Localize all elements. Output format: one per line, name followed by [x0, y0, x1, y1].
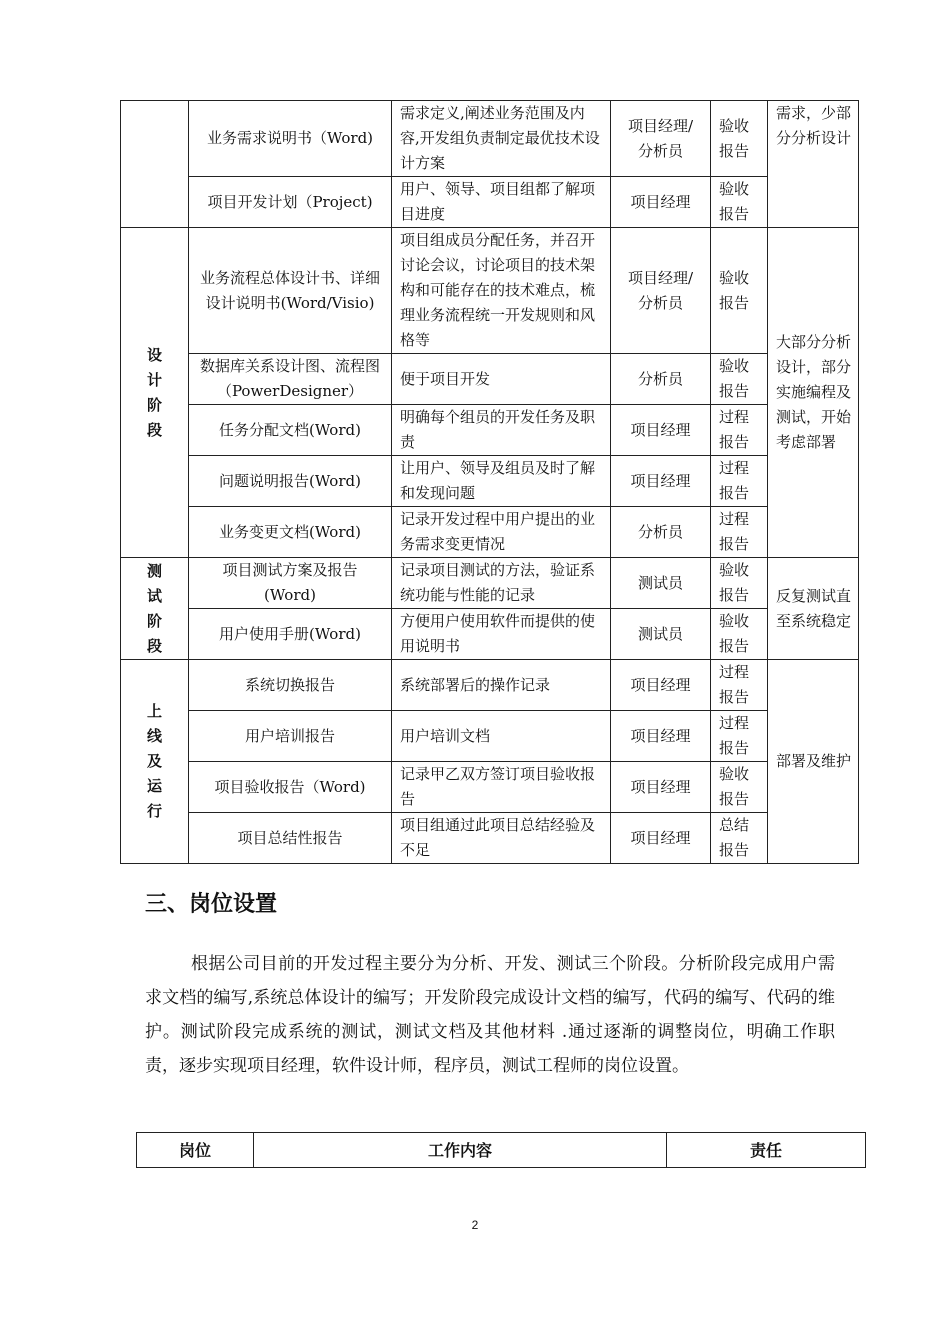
section-paragraph: 根据公司目前的开发过程主要分为分析、开发、测试三个阶段。分析阶段完成用户需求文档的编写,系统总体设计的编写；开发阶段完成设计文档的编写，代码的编写、代码的维护。测试阶段完成系统的测试，测试文档及其他材料 .通过逐渐的调整岗位，明确工作职责，逐步实现项目经理，软件设计师，程序员，测试工程师的岗位设置。	[145, 954, 835, 1076]
doc-name-cell: 问题说明报告(Word)	[189, 456, 392, 507]
output-cell: 验收报告	[711, 177, 768, 228]
output-cell: 验收报告	[711, 354, 768, 405]
doc-name-cell: 业务变更文档(Word)	[189, 507, 392, 558]
table-row	[121, 609, 859, 660]
role-cell: 项目经理	[611, 813, 711, 864]
table-row	[121, 558, 859, 609]
stage-cell-requirements	[121, 101, 189, 228]
stage-cell-design	[121, 228, 189, 558]
doc-description-cell: 项目组通过此项目总结经验及不足	[392, 813, 611, 864]
doc-name-cell: 业务需求说明书（Word)	[189, 101, 392, 177]
doc-name-cell: 数据库关系设计图、流程图（PowerDesigner）	[189, 354, 392, 405]
doc-description-cell: 系统部署后的操作记录	[392, 660, 611, 711]
stage-cell-test	[121, 558, 189, 660]
doc-name-cell: 系统切换报告	[189, 660, 392, 711]
doc-name-cell: 用户培训报告	[189, 711, 392, 762]
output-cell: 过程报告	[711, 660, 768, 711]
table-row	[121, 405, 859, 456]
table-row	[121, 711, 859, 762]
doc-name-cell: 业务流程总体设计书、详细设计说明书(Word/Visio)	[189, 228, 392, 354]
position-table	[136, 1132, 866, 1168]
role-text: 项目经理/分析员	[627, 268, 694, 312]
table-row	[121, 101, 859, 177]
role-cell	[611, 101, 711, 177]
output-cell: 过程报告	[711, 405, 768, 456]
output-cell: 验收报告	[711, 558, 768, 609]
output-cell: 验收报告	[711, 228, 768, 354]
output-cell: 过程报告	[711, 711, 768, 762]
role-cell: 分析员	[611, 354, 711, 405]
role-cell: 测试员	[611, 558, 711, 609]
output-cell: 过程报告	[711, 456, 768, 507]
doc-description-cell: 记录项目测试的方法，验证系统功能与性能的记录	[392, 558, 611, 609]
table-row	[121, 177, 859, 228]
doc-description-cell: 记录开发过程中用户提出的业务需求变更情况	[392, 507, 611, 558]
stage-label-test: 测试阶段	[146, 561, 162, 655]
role-cell: 分析员	[611, 507, 711, 558]
output-cell: 过程报告	[711, 507, 768, 558]
doc-name-cell: 任务分配文档(Word)	[189, 405, 392, 456]
table-header-row	[137, 1133, 866, 1168]
role-cell: 项目经理	[611, 456, 711, 507]
doc-description-cell: 明确每个组员的开发任务及职责	[392, 405, 611, 456]
role-cell: 项目经理	[611, 711, 711, 762]
role-cell: 项目经理	[611, 762, 711, 813]
doc-name-cell: 项目总结性报告	[189, 813, 392, 864]
role-cell: 测试员	[611, 609, 711, 660]
output-cell: 验收报告	[711, 101, 768, 177]
note-cell-launch: 部署及维护	[768, 660, 859, 864]
table-row	[121, 354, 859, 405]
role-cell: 项目经理	[611, 177, 711, 228]
doc-description-cell: 需求定义,阐述业务范围及内容,开发组负责制定最优技术设计方案	[392, 101, 611, 177]
doc-description-cell: 项目组成员分配任务，并召开讨论会议，讨论项目的技术架构和可能存在的技术难点，梳理业务流程统一开发规则和风格等	[392, 228, 611, 354]
stage-label-design: 设计阶段	[146, 345, 162, 439]
doc-name-cell: 项目验收报告（Word)	[189, 762, 392, 813]
table-row	[121, 660, 859, 711]
note-cell-design: 大部分分析设计，部分实施编程及测试，开始考虑部署	[768, 228, 859, 558]
table-row	[121, 507, 859, 558]
stage-cell-launch	[121, 660, 189, 864]
header-work-content: 工作内容	[254, 1133, 667, 1168]
role-cell: 项目经理	[611, 660, 711, 711]
table-row	[121, 456, 859, 507]
table-row	[121, 762, 859, 813]
header-responsibility: 责任	[667, 1133, 866, 1168]
role-cell	[611, 228, 711, 354]
note-cell-test: 反复测试直至系统稳定	[768, 558, 859, 660]
table-row	[121, 813, 859, 864]
role-text: 项目经理/分析员	[627, 116, 694, 160]
table-row	[121, 228, 859, 354]
doc-description-cell: 用户、领导、项目组都了解项目进度	[392, 177, 611, 228]
doc-description-cell: 便于项目开发	[392, 354, 611, 405]
process-document-table	[120, 100, 859, 864]
output-cell: 总结报告	[711, 813, 768, 864]
note-cell-requirements: 需求，少部分分析设计	[768, 101, 859, 228]
doc-name-cell: 项目开发计划（Project)	[189, 177, 392, 228]
stage-label-launch: 上线及运行	[146, 702, 162, 820]
doc-description-cell: 让用户、领导及组员及时了解和发现问题	[392, 456, 611, 507]
output-cell: 验收报告	[711, 762, 768, 813]
section-heading: 三、岗位设置	[145, 892, 278, 917]
doc-description-cell: 方便用户使用软件而提供的使用说明书	[392, 609, 611, 660]
doc-description-cell: 用户培训文档	[392, 711, 611, 762]
doc-name-cell	[189, 558, 392, 609]
doc-description-cell: 记录甲乙双方签订项目验收报告	[392, 762, 611, 813]
role-cell: 项目经理	[611, 405, 711, 456]
doc-name-cell: 用户使用手册(Word)	[189, 609, 392, 660]
page-number: 2	[471, 1218, 479, 1232]
header-position: 岗位	[137, 1133, 254, 1168]
output-cell: 验收报告	[711, 609, 768, 660]
doc-name-text: 项目测试方案及报告(Word)	[222, 561, 358, 604]
